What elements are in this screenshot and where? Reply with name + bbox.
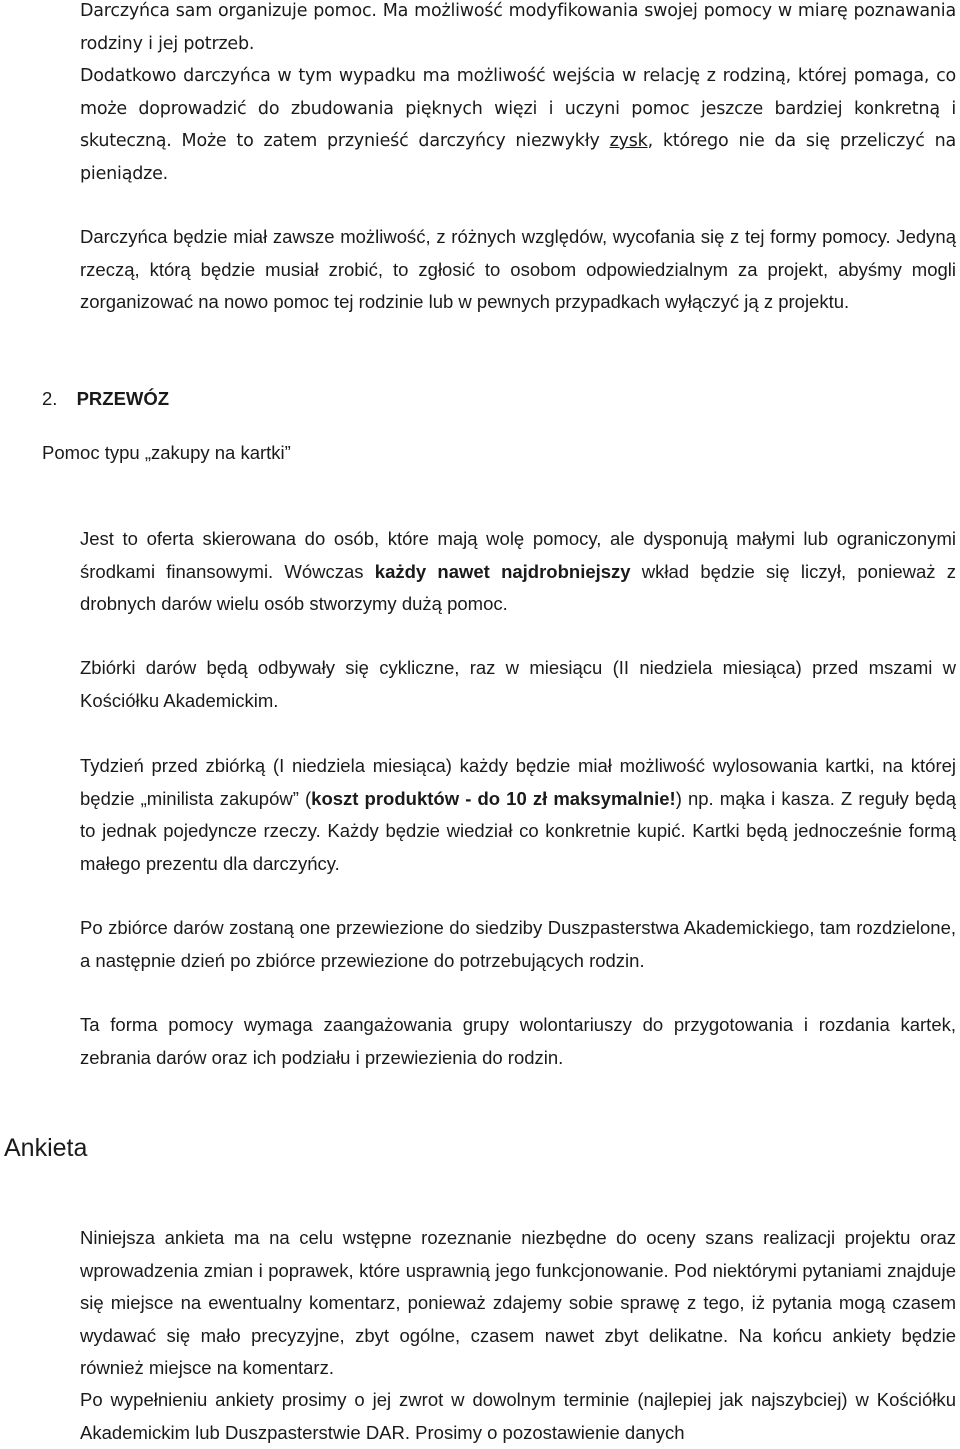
bold-cost-limit: koszt produktów - do 10 zł maksymalnie! xyxy=(311,787,676,809)
paragraph-volunteers: Ta forma pomocy wymaga zaangażowania grupy wolontariuszy do przygotowania i rozdania kartek, zebrania darów oraz ich podziału i przewiezienia do rodzin. xyxy=(80,1014,956,1068)
section-number: 2. xyxy=(42,388,58,409)
section-title: PRZEWÓZ xyxy=(76,388,170,409)
paragraph-withdrawal: Darczyńca będzie miał zawsze możliwość, z różnych względów, wycofania się z tej formy pomocy. Jedyną rzeczą, którą będzie musiał zrobić, to zgłosić to osobom odpowiedzialnym za projekt, abyśmy mogli zorganizować na nowo pomoc tej rodzinie lub w pewnych przypadkach wyłączyć ją z projektu. xyxy=(80,226,957,312)
section-subtitle: Pomoc typu „zakupy na kartki” xyxy=(42,442,291,463)
paragraph-collections: Zbiórki darów będą odbywały się cykliczne, raz w miesiącu (II niedziela miesiąca) przed mszami w Kościółku Akademickim. xyxy=(80,657,956,711)
paragraph-offer: Jest to oferta skierowana do osób, które mają wolę pomocy, ale dysponują małymi lub ograniczonymi środkami finansowymi. Wówczas każdy nawet najdrobniejszy wkład będzie się liczył, ponieważ z drobnych darów wielu osób stworzymy dużą pomoc. xyxy=(80,528,956,614)
paragraph-ankieta-purpose: Niniejsza ankieta ma na celu wstępne rozeznanie niezbędne do oceny szans realizacji projektu oraz wprowadzenia zmian i poprawek, które usprawnią jego funkcjonowanie. Pod niektórymi pytaniami znajduje się miejsce na ewentualny komentarz, ponieważ zdajemy sobie sprawę z tego, iż pytania mogą czasem wydawać się mało precyzyjne, zbyt ogólne, czasem nawet zbyt delikatne. Na końcu ankiety będzie również miejsce na komentarz. xyxy=(80,1227,956,1378)
paragraph-donor-organizes: Darczyńca sam organizuje pomoc. Ma możliwość modyfikowania swojej pomocy w miarę poznawania rodziny i jej potrzeb. Dodatkowo darczyńca w tym wypadku ma możliwość wejścia w relację z rodziną, której pomaga, co może doprowadzić do zbudowania pięknych więzi i uczyni pomoc jeszcze bardziej konkretną i skuteczną. Może to zatem przynieść darczyńcy niezwykły zysk, którego nie da się przeliczyć na pieniądze. xyxy=(80,1,956,184)
ankieta-heading: Ankieta xyxy=(4,1134,88,1162)
paragraph-ankieta-return: Po wypełnieniu ankiety prosimy o jej zwrot w dowolnym terminie (najlepiej jak najszybciej) w Kościółku Akademickim lub Duszpasterstwie DAR. Prosimy o pozostawienie danych xyxy=(80,1389,956,1443)
bold-kazdy: każdy nawet najdrobniejszy xyxy=(374,560,631,582)
section-heading xyxy=(42,383,169,415)
underlined-zysk: zysk xyxy=(609,131,648,151)
paragraph-transport: Po zbiórce darów zostaną one przewiezione do siedziby Duszpasterstwa Akademickiego, tam rozdzielone, a następnie dzień po zbiórce przewiezione do potrzebujących rodzin. xyxy=(80,917,956,971)
paragraph-cards: Tydzień przed zbiórką (I niedziela miesiąca) każdy będzie miał możliwość wylosowania kartki, na której będzie „minilista zakupów” (koszt produktów - do 10 zł maksymalnie!) np. mąka i kasza. Z reguły będą to jednak pojedyncze rzeczy. Każdy będzie wiedział co konkretnie kupić. Kartki będą jednocześnie formą małego prezentu dla darczyńcy. xyxy=(80,755,956,874)
